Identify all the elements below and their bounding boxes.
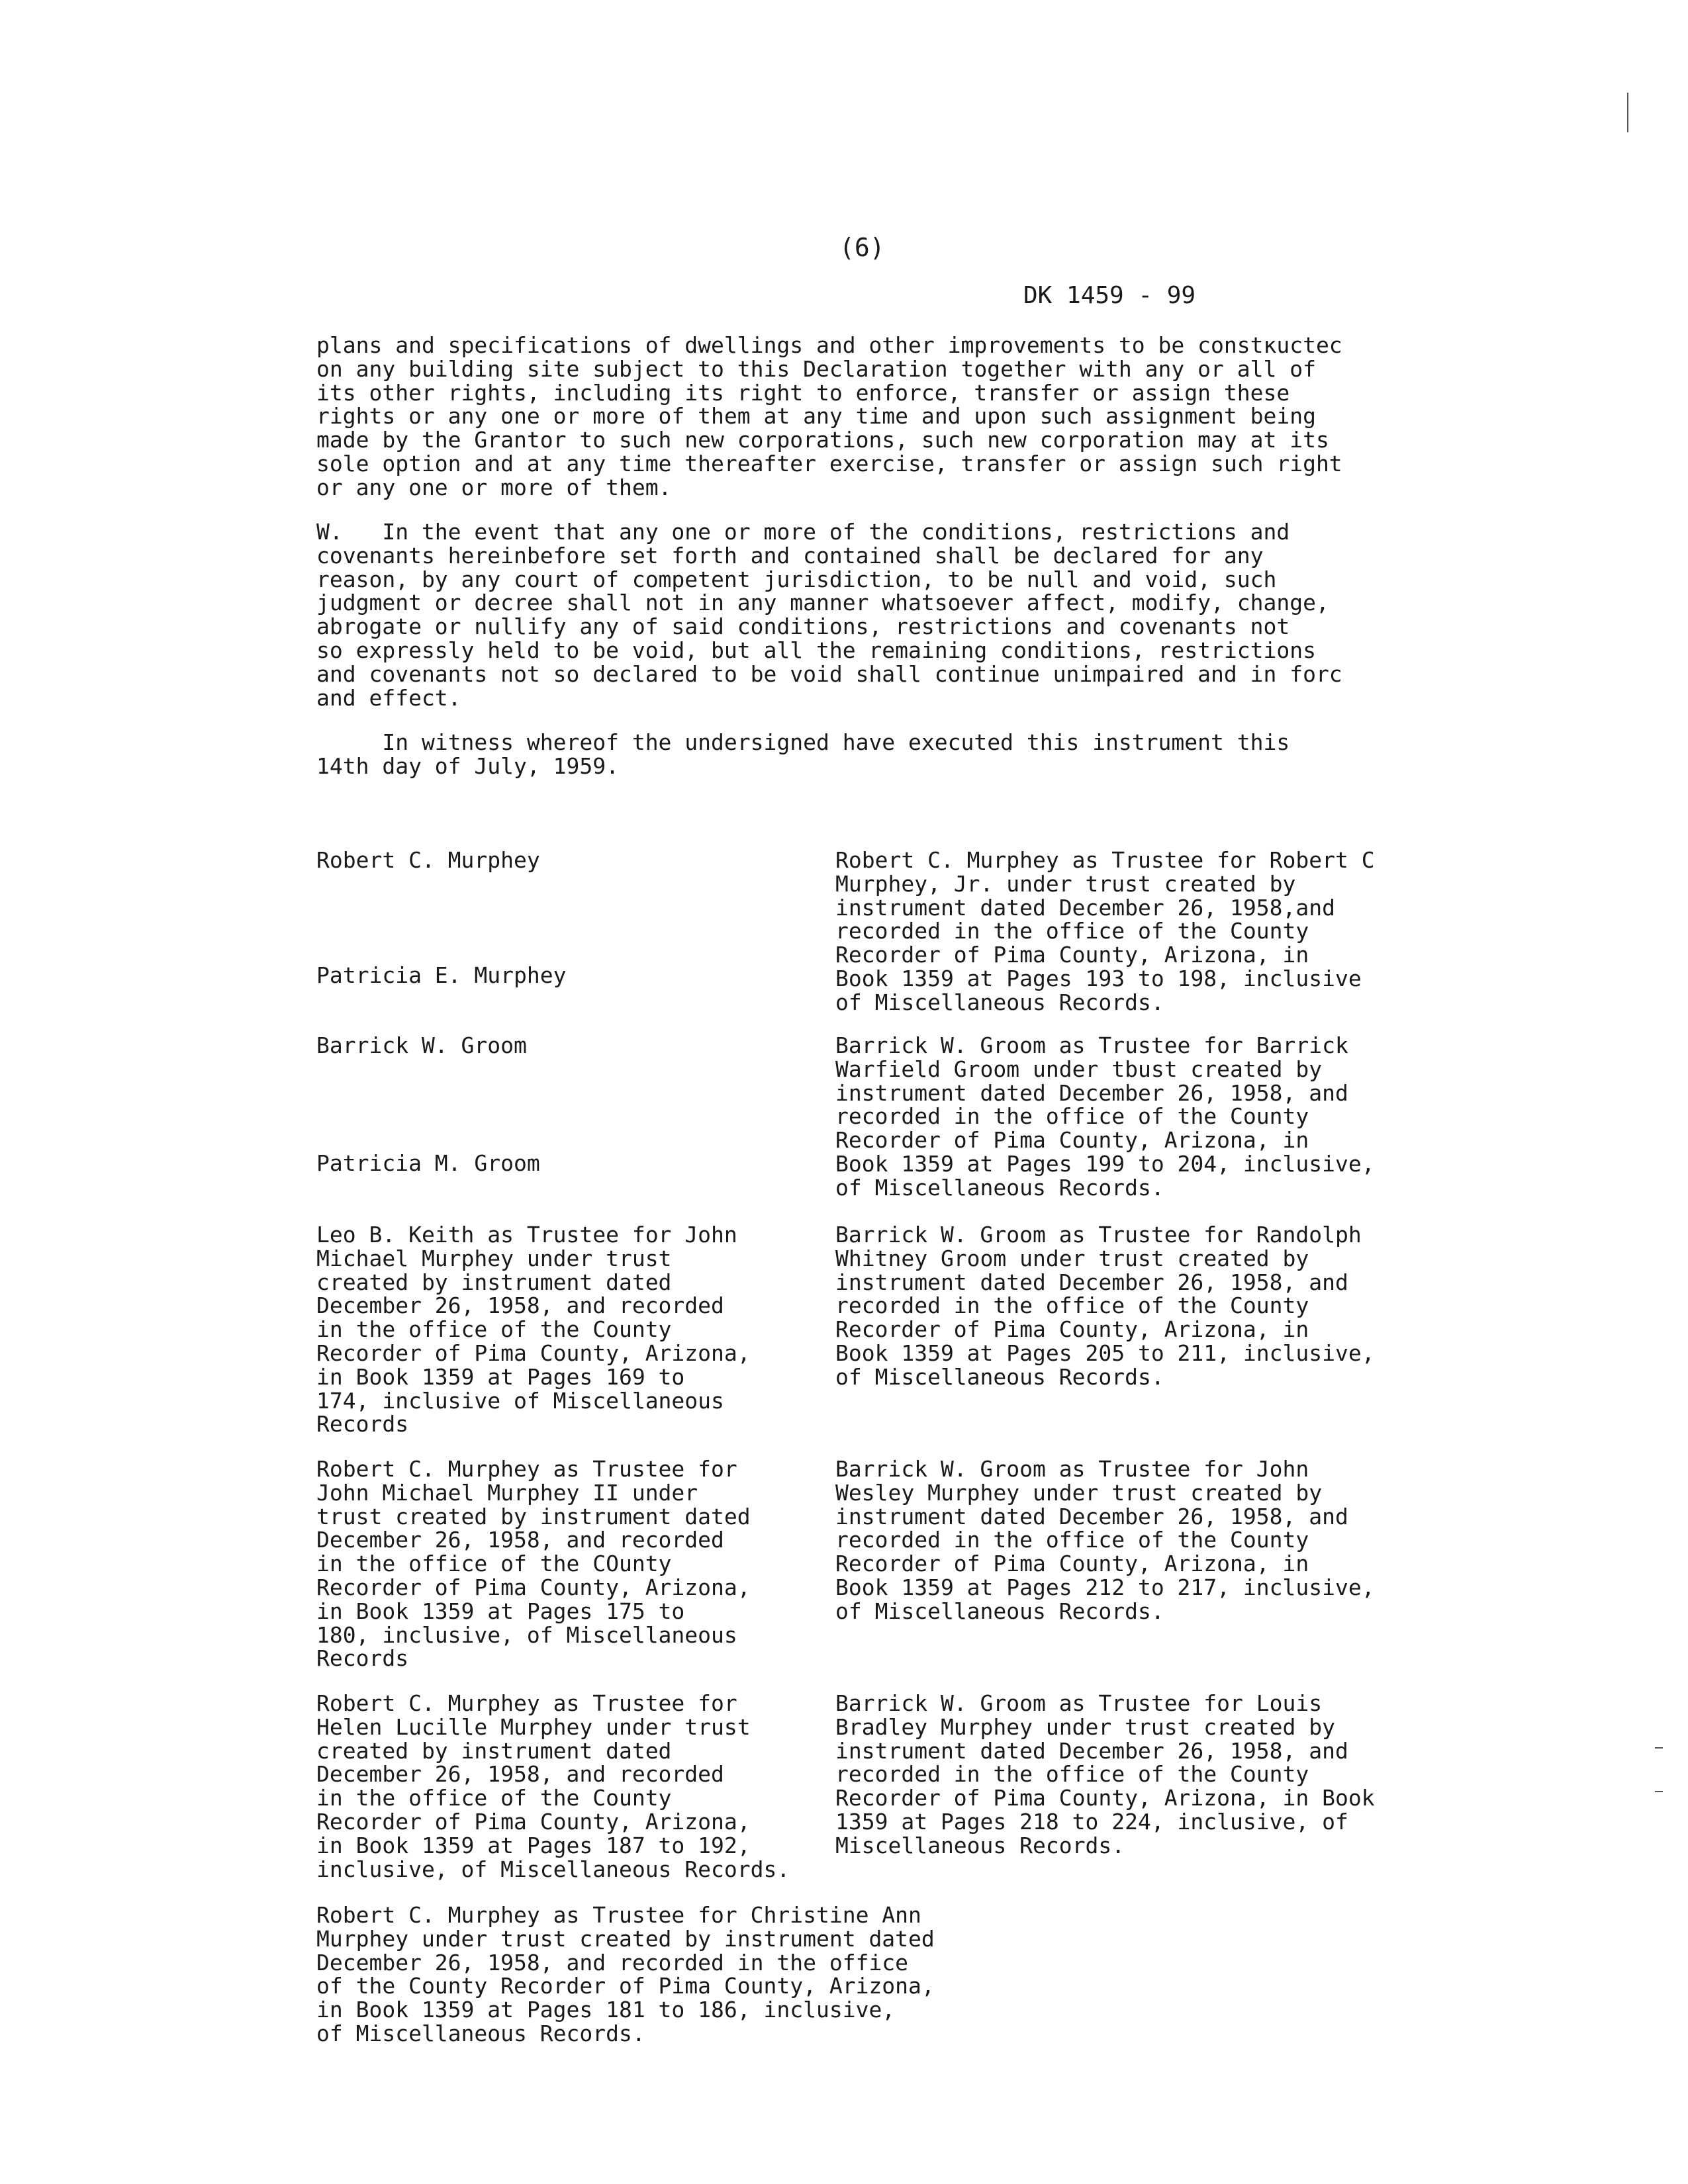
signature-patricia-murphey: Patricia E. Murphey (316, 962, 567, 988)
text-line: Records (316, 1645, 409, 1672)
text-line: rights or any one or more of them at any time and upon such assignment being (316, 403, 1316, 430)
text-line: instrument dated December 26, 1958, and (835, 1269, 1348, 1295)
signature-patricia-groom: Patricia M. Groom (316, 1150, 540, 1176)
text-line: in the office of the COunty (316, 1551, 672, 1577)
continuation-paragraph (316, 334, 1342, 500)
text-line: in Book 1359 at Pages 181 to 186, inclusive, (316, 1997, 896, 2023)
text-line: Recorder of Pima County, Arizona, in (835, 1316, 1309, 1343)
text-line: Warfield Groom under tbust created by (835, 1056, 1323, 1082)
text-line: Recorder of Pima County, Arizona, in Book (835, 1785, 1375, 1811)
trustee-block-right-1 (835, 848, 1375, 1015)
text-line: and effect. (316, 684, 461, 711)
text-line: Robert C. Murphey as Trustee for Christine Ann (316, 1902, 921, 1928)
section-w-paragraph (316, 520, 1342, 709)
text-line: in the office of the County (316, 1785, 672, 1811)
trustee-block-right-4 (835, 1457, 1375, 1623)
signature-robert-murphey: Robert C. Murphey (316, 847, 540, 873)
docket-reference: DK 1459 - 99 (1023, 282, 1196, 309)
text-line: in Book 1359 at Pages 169 to (316, 1363, 685, 1390)
text-line: or any one or more of them. (316, 474, 672, 500)
text-line: W. In the event that any one or more of the conditions, restrictions and (316, 519, 1290, 545)
text-line: Robert C. Murphey as Trustee for (316, 1456, 737, 1482)
text-line: on any building site subject to this Declaration together with any or all of (316, 355, 1316, 382)
text-line: of Miscellaneous Records. (835, 1174, 1164, 1201)
text-line: Murphey under trust created by instrument dated (316, 1925, 935, 1952)
text-line: inclusive, of Miscellaneous Records. (316, 1856, 790, 1882)
text-line: of the County Recorder of Pima County, Arizona, (316, 1973, 935, 1999)
text-line: Recorder of Pima County, Arizona, (316, 1340, 751, 1366)
trustee-block-left-5 (316, 1692, 790, 1881)
margin-mark-bottom-1 (1655, 1747, 1663, 1749)
text-line: so expressly held to be void, but all the remaining conditions, restrictions (316, 637, 1316, 663)
text-line: Barrick W. Groom as Trustee for John (835, 1456, 1309, 1482)
text-line: created by instrument dated (316, 1269, 672, 1295)
margin-mark-top (1627, 93, 1628, 132)
text-line: instrument dated December 26, 1958, and (835, 1737, 1348, 1764)
text-line: instrument dated December 26, 1958,and (835, 894, 1335, 921)
text-line: abrogate or nullify any of said conditions, restrictions and covenants not (316, 614, 1290, 640)
text-line: its other rights, including its right to enforce, transfer or assign these (316, 379, 1290, 406)
text-line: recorded in the office of the County (835, 1527, 1309, 1553)
margin-mark-bottom-2 (1655, 1791, 1663, 1792)
text-line: Wesley Murphey under trust created by (835, 1479, 1323, 1506)
text-line: in the office of the County (316, 1316, 672, 1343)
trustee-block-right-2 (835, 1034, 1375, 1200)
text-line: of Miscellaneous Records. (835, 1363, 1164, 1390)
text-line: recorded in the office of the County (835, 1103, 1309, 1130)
text-line: in Book 1359 at Pages 175 to (316, 1598, 685, 1624)
text-line: Whitney Groom under trust created by (835, 1245, 1309, 1271)
text-line: Book 1359 at Pages 193 to 198, inclusive (835, 965, 1362, 991)
text-line: Bradley Murphey under trust created by (835, 1713, 1335, 1740)
text-line: Leo B. Keith as Trustee for John (316, 1222, 737, 1248)
text-line: 180, inclusive, of Miscellaneous (316, 1621, 737, 1648)
text-line: judgment or decree shall not in any manner whatsoever affect, modify, change, (316, 590, 1329, 616)
text-line: December 26, 1958, and recorded in the office (316, 1949, 909, 1976)
text-line: Book 1359 at Pages 205 to 211, inclusive, (835, 1340, 1375, 1366)
text-line: Barrick W. Groom as Trustee for Louis (835, 1690, 1323, 1716)
text-line: 1359 at Pages 218 to 224, inclusive, of (835, 1808, 1348, 1835)
text-line: John Michael Murphey II under (316, 1479, 698, 1506)
trustee-block-left-3 (316, 1223, 751, 1436)
text-line: recorded in the office of the County (835, 918, 1309, 944)
trustee-block-right-3 (835, 1223, 1375, 1389)
signature-barrick-groom: Barrick W. Groom (316, 1032, 527, 1058)
text-line: Recorder of Pima County, Arizona, in (835, 1127, 1309, 1154)
text-line: Recorder of Pima County, Arizona, in (835, 942, 1309, 968)
text-line: instrument dated December 26, 1958, and (835, 1503, 1348, 1529)
text-line: Barrick W. Groom as Trustee for Randolph (835, 1222, 1362, 1248)
text-line: 174, inclusive of Miscellaneous (316, 1387, 724, 1414)
text-line: trust created by instrument dated (316, 1503, 751, 1529)
text-line: Barrick W. Groom as Trustee for Barrick (835, 1032, 1348, 1058)
text-line: Book 1359 at Pages 199 to 204, inclusive, (835, 1150, 1375, 1177)
text-line: Robert C. Murphey as Trustee for Robert C (835, 847, 1375, 873)
text-line: Book 1359 at Pages 212 to 217, inclusive, (835, 1574, 1375, 1600)
text-line: in Book 1359 at Pages 187 to 192, (316, 1832, 751, 1858)
text-line: made by the Grantor to such new corporations, such new corporation may at its (316, 427, 1329, 453)
text-line: In witness whereof the undersigned have executed this instrument this (316, 729, 1290, 755)
text-line: Murphey, Jr. under trust created by (835, 870, 1296, 897)
text-line: Miscellaneous Records. (835, 1832, 1125, 1858)
text-line: Recorder of Pima County, Arizona, (316, 1808, 751, 1835)
text-line: 14th day of July, 1959. (316, 752, 619, 779)
text-line: of Miscellaneous Records. (835, 1598, 1164, 1624)
trustee-block-right-5 (835, 1692, 1375, 1858)
trustee-block-left-4 (316, 1457, 751, 1670)
text-line: and covenants not so declared to be void shall continue unimpaired and in forc (316, 660, 1342, 687)
text-line: recorded in the office of the County (835, 1293, 1309, 1319)
text-line: December 26, 1958, and recorded (316, 1293, 724, 1319)
text-line: Recorder of Pima County, Arizona, (316, 1574, 751, 1600)
text-line: Robert C. Murphey as Trustee for (316, 1690, 737, 1716)
text-line: of Miscellaneous Records. (835, 989, 1164, 1015)
text-line: Records (316, 1411, 409, 1437)
text-line: reason, by any court of competent jurisdiction, to be null and void, such (316, 566, 1277, 592)
text-line: sole option and at any time thereafter exercise, transfer or assign such right (316, 450, 1342, 477)
text-line: Recorder of Pima County, Arizona, in (835, 1551, 1309, 1577)
text-line: instrument dated December 26, 1958, and (835, 1079, 1348, 1106)
text-line: covenants hereinbefore set forth and contained shall be declared for any (316, 542, 1264, 569)
text-line: of Miscellaneous Records. (316, 2020, 645, 2046)
text-line: Helen Lucille Murphey under trust (316, 1713, 751, 1740)
trustee-block-bottom (316, 1903, 935, 2046)
text-line: created by instrument dated (316, 1737, 672, 1764)
text-line: plans and specifications of dwellings and other improvements to be constĸuctec (316, 332, 1342, 358)
text-line: December 26, 1958, and recorded (316, 1527, 724, 1553)
text-line: December 26, 1958, and recorded (316, 1761, 724, 1788)
text-line: Michael Murphey under trust (316, 1245, 672, 1271)
text-line: recorded in the office of the County (835, 1761, 1309, 1788)
witness-paragraph (316, 731, 1289, 778)
page-number: (6) (839, 233, 885, 262)
